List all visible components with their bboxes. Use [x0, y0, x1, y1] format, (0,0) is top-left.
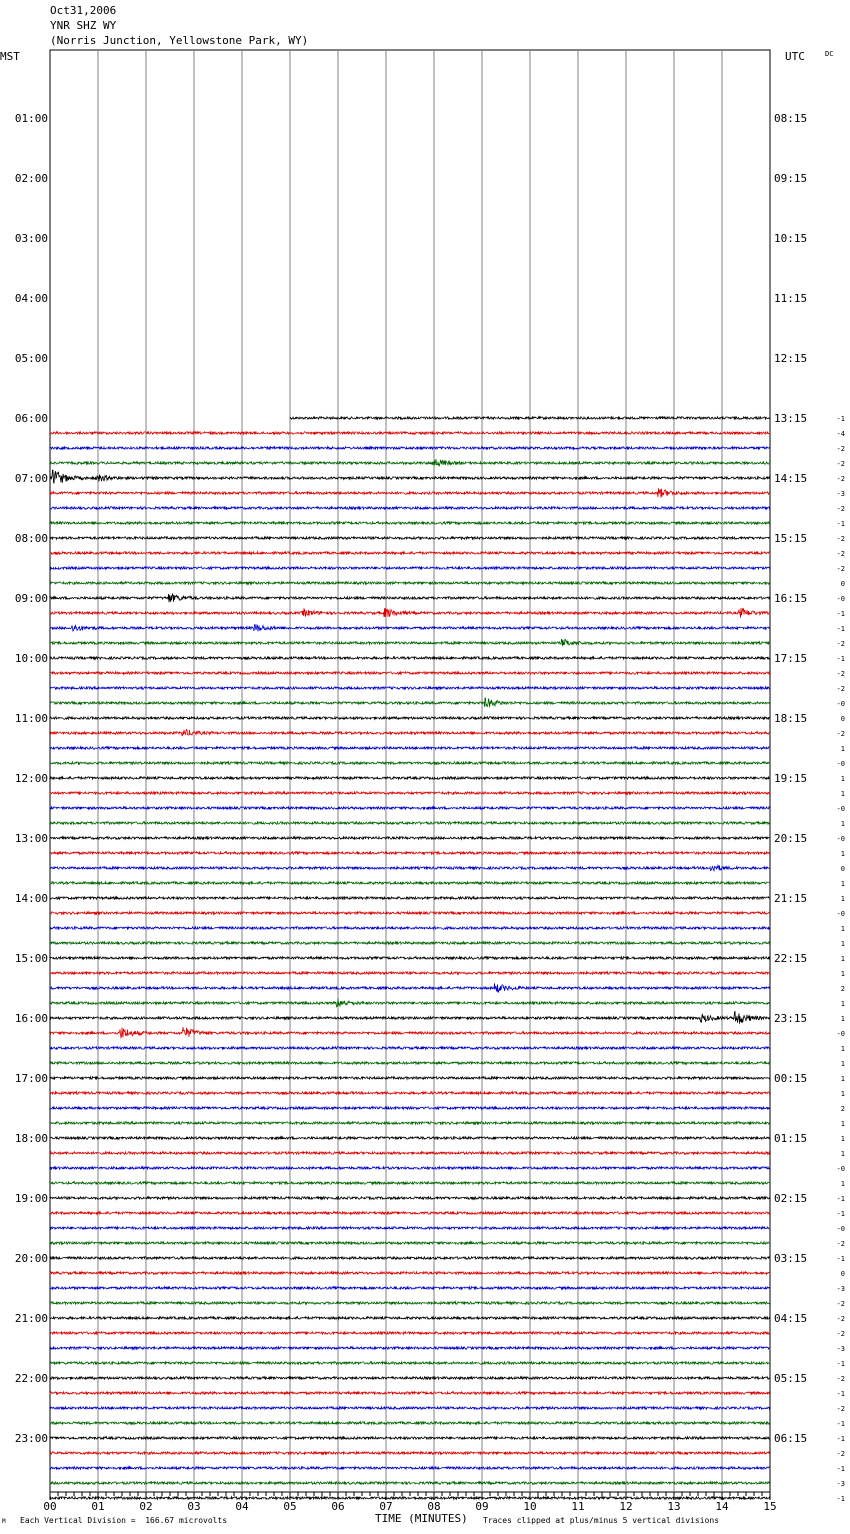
utc-hour-label: 09:15	[774, 172, 808, 185]
dc-offset-label: -1	[836, 1465, 845, 1473]
seismic-trace-red	[50, 1392, 770, 1394]
seismic-trace-black	[50, 1317, 770, 1319]
utc-hour-label: 15:15	[774, 532, 808, 545]
dc-offset-label: -0	[836, 595, 845, 603]
seismic-trace-red	[50, 792, 770, 794]
seismic-trace-green	[50, 459, 770, 466]
dc-offset-label: 1	[840, 970, 845, 978]
mst-hour-label: 22:00	[14, 1372, 48, 1385]
seismic-trace-green	[50, 762, 770, 764]
dc-offset-label: 1	[840, 1045, 845, 1053]
seismic-trace-red	[50, 729, 770, 735]
mst-hour-label: 21:00	[14, 1312, 48, 1325]
dc-offset-label: 0	[840, 865, 845, 873]
seismic-trace-green	[50, 1182, 770, 1184]
dc-offset-label: 1	[840, 1120, 845, 1128]
mst-hour-label: 09:00	[14, 592, 48, 605]
dc-offset-label: 1	[840, 1150, 845, 1158]
seismic-trace-blue	[50, 927, 770, 929]
seismic-trace-black	[50, 777, 770, 779]
dc-offset-label: -3	[836, 1345, 845, 1353]
seismic-trace-red	[50, 1212, 770, 1214]
right-axis-label: UTC	[785, 50, 805, 63]
dc-offset-label: -1	[836, 625, 845, 633]
utc-hour-label: 06:15	[774, 1432, 808, 1445]
dc-offset-label: -2	[836, 640, 845, 648]
utc-hour-label: 16:15	[774, 592, 808, 605]
clip-note: Traces clipped at plus/minus 5 vertical divisions	[483, 1516, 720, 1525]
seismic-trace-blue	[50, 567, 770, 569]
x-tick-label: 13	[667, 1500, 681, 1513]
dc-offset-label: 2	[840, 1105, 845, 1113]
dc-offset-label: -3	[836, 490, 845, 498]
mst-hour-label: 10:00	[14, 652, 48, 665]
dc-offset-label: -1	[836, 1255, 845, 1263]
dc-offset-label: -2	[836, 505, 845, 513]
x-tick-label: 08	[427, 1500, 441, 1513]
dc-offset-label: -0	[836, 835, 845, 843]
mst-hour-label: 05:00	[14, 352, 48, 365]
x-axis-label: TIME (MINUTES)	[375, 1512, 468, 1525]
dc-offset-label: 1	[840, 775, 845, 783]
dc-offset-label: 1	[840, 745, 845, 753]
seismic-trace-green	[50, 1302, 770, 1304]
seismic-trace-blue	[50, 1047, 770, 1049]
scale-note: Each Vertical Division = 166.67 microvolts	[20, 1516, 228, 1525]
dc-offset-label: -2	[836, 460, 845, 468]
dc-offset-label: -2	[836, 565, 845, 573]
dc-offset-label: 1	[840, 1180, 845, 1188]
seismic-trace-red	[50, 912, 770, 914]
seismic-trace-black	[50, 1257, 770, 1259]
seismic-trace-red	[50, 1152, 770, 1154]
dc-offset-label: -0	[836, 910, 845, 918]
x-tick-label: 00	[43, 1500, 57, 1513]
seismic-trace-black	[50, 1011, 770, 1024]
dc-offset-label: -3	[836, 1480, 845, 1488]
x-tick-label: 01	[91, 1500, 105, 1513]
x-tick-label: 03	[187, 1500, 201, 1513]
x-tick-label: 02	[139, 1500, 153, 1513]
dc-offset-label: 0	[840, 1270, 845, 1278]
utc-hour-label: 22:15	[774, 952, 808, 965]
x-tick-label: 07	[379, 1500, 393, 1513]
seismic-trace-red	[50, 552, 770, 554]
dc-offset-label: -1	[836, 1195, 845, 1203]
dc-offset-label: -2	[836, 475, 845, 483]
seismic-trace-red	[50, 852, 770, 854]
dc-offset-label: -1	[836, 415, 845, 423]
seismic-trace-black	[50, 537, 770, 539]
mst-hour-label: 03:00	[14, 232, 48, 245]
dc-offset-label: -0	[836, 700, 845, 708]
utc-hour-label: 21:15	[774, 892, 808, 905]
seismic-trace-blue	[50, 1287, 770, 1289]
seismic-trace-blue	[50, 624, 770, 631]
seismic-trace-red	[50, 432, 770, 434]
utc-hour-label: 17:15	[774, 652, 808, 665]
x-tick-label: 10	[523, 1500, 537, 1513]
seismic-trace-blue	[50, 807, 770, 809]
seismic-trace-blue	[50, 1227, 770, 1229]
utc-hour-label: 00:15	[774, 1072, 808, 1085]
dc-offset-label: -2	[836, 1315, 845, 1323]
mst-hour-label: 23:00	[14, 1432, 48, 1445]
utc-hour-label: 11:15	[774, 292, 808, 305]
mst-hour-label: 20:00	[14, 1252, 48, 1265]
dc-offset-label: -1	[836, 655, 845, 663]
mst-hour-label: 15:00	[14, 952, 48, 965]
dc-label: DC	[825, 50, 834, 58]
mst-hour-label: 08:00	[14, 532, 48, 545]
dc-offset-label: -2	[836, 730, 845, 738]
dc-offset-label: 1	[840, 940, 845, 948]
dc-offset-label: 1	[840, 1000, 845, 1008]
utc-hour-label: 23:15	[774, 1012, 808, 1025]
dc-offset-label: -1	[836, 1435, 845, 1443]
utc-hour-label: 20:15	[774, 832, 808, 845]
dc-offset-label: -1	[836, 520, 845, 528]
left-axis-label: MST	[0, 50, 20, 63]
dc-offset-label: 1	[840, 1060, 845, 1068]
dc-offset-label: -4	[836, 430, 845, 438]
dc-offset-label: -2	[836, 670, 845, 678]
dc-offset-label: -2	[836, 1405, 845, 1413]
seismic-trace-blue	[50, 1107, 770, 1109]
mst-hour-label: 11:00	[14, 712, 48, 725]
seismic-trace-black	[50, 1497, 770, 1499]
dc-offset-label: -2	[836, 535, 845, 543]
seismic-trace-blue	[50, 747, 770, 749]
x-tick-label: 06	[331, 1500, 345, 1513]
dc-offset-label: -0	[836, 760, 845, 768]
seismic-trace-blue	[50, 507, 770, 509]
dc-offset-label: 1	[840, 820, 845, 828]
plot-date: Oct31,2006	[50, 4, 117, 17]
plot-frame	[50, 50, 770, 1492]
seismic-trace-black	[50, 717, 770, 719]
mst-hour-label: 18:00	[14, 1132, 48, 1145]
utc-hour-label: 03:15	[774, 1252, 808, 1265]
dc-offset-label: 1	[840, 1090, 845, 1098]
utc-hour-label: 19:15	[774, 772, 808, 785]
seismic-trace-green	[50, 582, 770, 584]
dc-offset-label: 2	[840, 985, 845, 993]
utc-hour-label: 02:15	[774, 1192, 808, 1205]
seismic-trace-red	[50, 608, 770, 618]
seismic-trace-green	[50, 639, 770, 646]
seismic-trace-red	[50, 1332, 770, 1334]
seismic-trace-black	[50, 1077, 770, 1079]
dc-offset-label: -1	[836, 610, 845, 618]
utc-hour-label: 01:15	[774, 1132, 808, 1145]
dc-offset-label: -2	[836, 1375, 845, 1383]
mst-hour-label: 04:00	[14, 292, 48, 305]
seismic-trace-green	[50, 1482, 770, 1484]
seismic-trace-blue	[50, 447, 770, 449]
seismic-trace-green	[50, 998, 770, 1007]
x-tick-label: 09	[475, 1500, 489, 1513]
seismic-trace-red	[50, 1027, 770, 1037]
seismic-trace-black	[50, 1377, 770, 1379]
seismic-trace-red	[50, 972, 770, 974]
dc-offset-label: 1	[840, 1135, 845, 1143]
x-tick-label: 11	[571, 1500, 585, 1513]
dc-offset-label: 1	[840, 850, 845, 858]
mst-hour-label: 16:00	[14, 1012, 48, 1025]
mst-hour-label: 06:00	[14, 412, 48, 425]
mst-hour-label: 01:00	[14, 112, 48, 125]
seismic-trace-red	[50, 1452, 770, 1454]
dc-offset-label: 1	[840, 880, 845, 888]
seismic-trace-black	[50, 1197, 770, 1199]
x-tick-label: 12	[619, 1500, 633, 1513]
dc-offset-label: -1	[836, 1495, 845, 1503]
seismic-trace-black	[50, 470, 770, 483]
mst-hour-label: 12:00	[14, 772, 48, 785]
dc-offset-label: 1	[840, 790, 845, 798]
seismic-trace-black	[50, 1437, 770, 1439]
dc-offset-label: 1	[840, 895, 845, 903]
mst-hour-label: 07:00	[14, 472, 48, 485]
dc-offset-label: -1	[836, 1390, 845, 1398]
seismic-trace-blue	[50, 1347, 770, 1349]
seismic-trace-blue	[50, 865, 770, 870]
seismic-trace-black	[50, 594, 770, 602]
station-code: YNR SHZ WY	[50, 19, 117, 32]
dc-offset-label: 1	[840, 1015, 845, 1023]
dc-offset-label: -1	[836, 1360, 845, 1368]
x-tick-label: 14	[715, 1500, 729, 1513]
x-tick-label: 04	[235, 1500, 249, 1513]
seismic-trace-green	[50, 1422, 770, 1424]
utc-hour-label: 05:15	[774, 1372, 808, 1385]
seismic-trace-green	[50, 1062, 770, 1064]
mst-hour-label: 19:00	[14, 1192, 48, 1205]
seismic-trace-blue	[50, 983, 770, 992]
dc-offset-label: -3	[836, 1285, 845, 1293]
seismic-trace-green	[50, 942, 770, 944]
seismic-trace-green	[50, 822, 770, 824]
x-tick-label: 15	[763, 1500, 777, 1513]
dc-offset-label: 1	[840, 955, 845, 963]
seismic-trace-red	[50, 1092, 770, 1094]
dc-offset-label: -2	[836, 1240, 845, 1248]
seismic-trace-blue	[50, 687, 770, 689]
seismic-trace-blue	[50, 1407, 770, 1409]
dc-offset-label: -2	[836, 445, 845, 453]
utc-hour-label: 14:15	[774, 472, 808, 485]
utc-hour-label: 18:15	[774, 712, 808, 725]
utc-hour-label: 10:15	[774, 232, 808, 245]
utc-hour-label: 12:15	[774, 352, 808, 365]
seismic-trace-black	[50, 1137, 770, 1139]
seismic-trace-green	[50, 522, 770, 524]
seismic-trace-black	[50, 957, 770, 959]
dc-offset-label: -0	[836, 1225, 845, 1233]
dc-offset-label: 0	[840, 715, 845, 723]
mst-hour-label: 17:00	[14, 1072, 48, 1085]
dc-offset-label: 1	[840, 925, 845, 933]
dc-offset-label: -0	[836, 1165, 845, 1173]
seismic-trace-red	[50, 488, 770, 497]
x-tick-label: 05	[283, 1500, 297, 1513]
seismic-trace-black	[50, 837, 770, 839]
seismic-trace-green	[50, 1362, 770, 1364]
seismic-trace-green	[50, 882, 770, 884]
mst-hour-label: 02:00	[14, 172, 48, 185]
dc-offset-label: -0	[836, 805, 845, 813]
seismic-trace-green	[50, 1242, 770, 1244]
dc-offset-label: -2	[836, 550, 845, 558]
seismic-trace-blue	[50, 1167, 770, 1169]
seismic-trace-black	[50, 897, 770, 899]
dc-offset-label: -1	[836, 1420, 845, 1428]
seismic-trace-black	[50, 657, 770, 659]
dc-offset-label: 0	[840, 580, 845, 588]
dc-offset-label: 1	[840, 1075, 845, 1083]
mst-hour-label: 14:00	[14, 892, 48, 905]
mst-hour-label: 13:00	[14, 832, 48, 845]
dc-offset-label: -2	[836, 1330, 845, 1338]
corner-mark: M	[2, 1518, 6, 1525]
seismic-trace-green	[50, 698, 770, 707]
station-location: (Norris Junction, Yellowstone Park, WY)	[50, 34, 309, 47]
dc-offset-label: -2	[836, 1450, 845, 1458]
utc-hour-label: 08:15	[774, 112, 808, 125]
seismic-trace-red	[50, 1272, 770, 1274]
seismic-trace-blue	[50, 1467, 770, 1469]
utc-hour-label: 04:15	[774, 1312, 808, 1325]
utc-hour-label: 13:15	[774, 412, 808, 425]
dc-offset-label: -1	[836, 1210, 845, 1218]
seismic-trace-red	[50, 672, 770, 674]
dc-offset-label: -2	[836, 1300, 845, 1308]
seismic-trace-green	[50, 1122, 770, 1124]
dc-offset-label: -0	[836, 1030, 845, 1038]
dc-offset-label: -2	[836, 685, 845, 693]
